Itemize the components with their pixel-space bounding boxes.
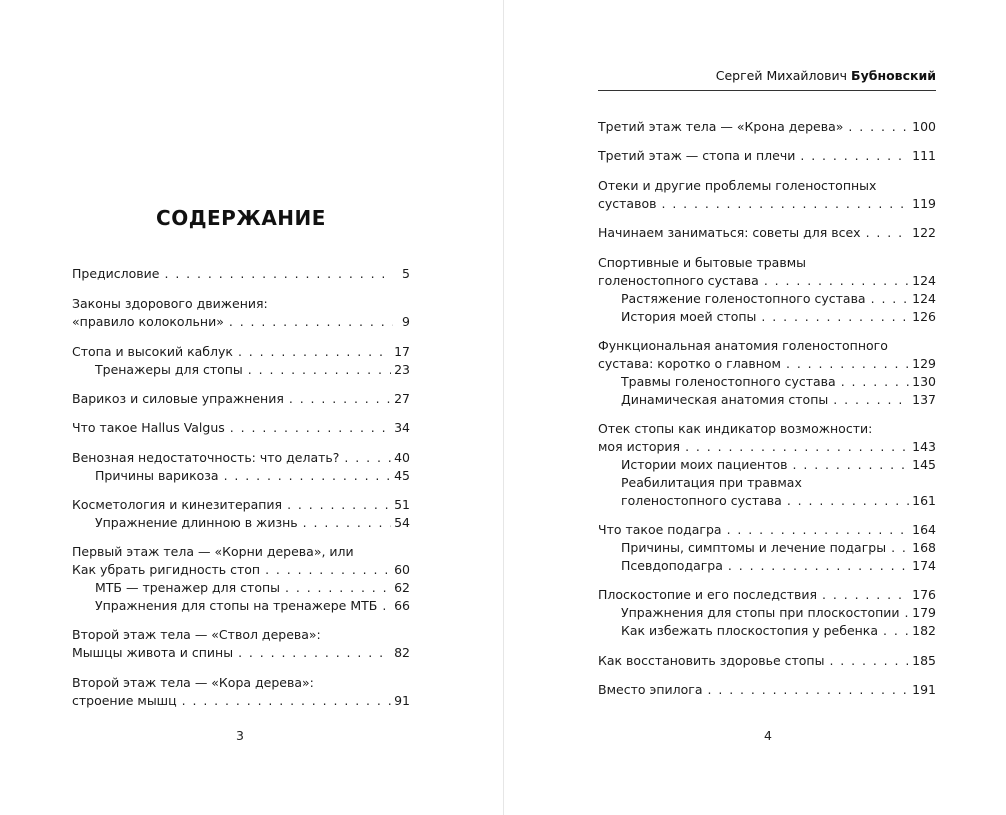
toc-entry-title: Травмы голеностопного сустава [621,374,836,389]
toc-entry-title: голеностопного сустава [598,273,759,288]
leader-dots [841,373,909,391]
toc-entry-title: Отеки и другие проблемы голеностопных [598,178,877,193]
toc-title: СОДЕРЖАНИЕ [156,206,326,230]
leader-dots [238,343,391,361]
toc-subentry [621,391,936,409]
leader-dots [871,290,910,308]
toc-entry [72,561,410,579]
leader-dots [344,449,391,467]
leader-dots [800,147,909,165]
toc-entry [598,420,936,438]
toc-entry-title: Мышцы живота и спины [72,645,234,660]
toc-page-number: 82 [394,645,410,660]
toc-page-number: 145 [912,457,936,472]
leader-dots [685,438,909,456]
toc-entry-title: «правило колокольни» [72,314,224,329]
leader-dots [786,355,909,373]
toc-page-number: 161 [912,493,936,508]
leader-dots [229,313,393,331]
toc-page-number: 179 [912,605,936,620]
toc-entry [72,313,410,331]
leader-dots [182,692,391,710]
toc-entry-title: Как избежать плоскостопия у ребенка [621,623,879,638]
toc-page-number: 17 [394,344,410,359]
toc-subentry [621,539,936,557]
toc-entry-title: Как восстановить здоровье стопы [598,653,825,668]
toc-page-number: 54 [394,515,410,530]
leader-dots [382,597,391,615]
toc-entry-title: Причины варикоза [95,468,219,483]
toc-entry-title: Реабилитация при травмах [621,475,802,490]
page-number: 3 [236,728,244,743]
toc-subentry [621,492,936,510]
toc-entry-title: Варикоз и силовые упражнения [72,391,284,406]
toc-entry [598,177,936,195]
page-number: 4 [764,728,772,743]
toc-entry-title: Отек стопы как индикатор возможности: [598,421,873,436]
leader-dots [303,514,391,532]
toc-page-number: 60 [394,562,410,577]
toc-entry-title: Что такое подагра [598,522,722,537]
toc-entry [598,521,936,539]
toc-subentry [95,597,410,615]
toc-page-number: 119 [912,196,936,211]
leader-dots [905,604,910,622]
toc-page-number: 27 [394,391,410,406]
toc-entry-title: сустава: коротко о главном [598,356,781,371]
toc-page-number: 34 [394,420,410,435]
toc-entry [72,390,410,408]
toc-entry [72,419,410,437]
toc-entry [72,626,410,644]
toc-subentry [95,467,410,485]
toc-page-number: 9 [402,314,410,329]
toc-entry-title: Тренажеры для стопы [95,362,243,377]
toc-subentry [621,622,936,640]
author-surname: Бубновский [851,68,936,83]
leader-dots [883,622,909,640]
leader-dots [891,539,909,557]
toc-subentry [621,290,936,308]
toc-page-number: 66 [394,598,410,613]
toc-page-number: 100 [912,119,936,134]
toc-page-number: 111 [912,148,936,163]
leader-dots [289,390,391,408]
leader-dots [287,496,391,514]
toc-page-number: 5 [402,266,410,281]
toc-entry-title: Второй этаж тела — «Ствол дерева»: [72,627,321,642]
leader-dots [708,681,910,699]
toc-entry-title: История моей стопы [621,309,757,324]
toc-entry-title: Косметология и кинезитерапия [72,497,283,512]
leader-dots [248,361,391,379]
toc-entry-title: Стопа и высокий каблук [72,344,233,359]
toc-page-number: 176 [912,587,936,602]
toc-entry-title: Причины, симптомы и лечение подагры [621,540,887,555]
toc-entry [598,438,936,456]
toc-entry [72,449,410,467]
toc-subentry [621,308,936,326]
toc-entry-title: Псевдоподагра [621,558,723,573]
toc-entry [72,265,410,283]
toc-page-number: 168 [912,540,936,555]
toc-entry [598,337,936,355]
toc-entry [598,652,936,670]
toc-entry [598,586,936,604]
toc-entry-title: моя история [598,439,681,454]
toc-entry [598,272,936,290]
toc-subentry [621,456,936,474]
toc-subentry [95,514,410,532]
toc-page-number: 62 [394,580,410,595]
toc-page-number: 174 [912,558,936,573]
toc-entry-title: Упражнения для стопы при плоскостопии [621,605,900,620]
toc-entry-title: Упражнения для стопы на тренажере МТБ [95,598,378,613]
toc-entry [598,195,936,213]
leader-dots [164,265,393,283]
toc-entry-title: Третий этаж — стопа и плечи [598,148,796,163]
leader-dots [230,419,391,437]
toc-page-number: 182 [912,623,936,638]
toc-subentry [621,474,936,492]
toc-page-number: 191 [912,682,936,697]
leader-dots [224,467,392,485]
right-page [503,0,1006,815]
toc-page-number: 126 [912,309,936,324]
running-head [598,68,936,83]
toc-entry-title: Начинаем заниматься: советы для всех [598,225,861,240]
toc-entry-title: Динамическая анатомия стопы [621,392,829,407]
toc-subentry [621,373,936,391]
leader-dots [866,224,910,242]
leader-dots [833,391,909,409]
toc-entry [598,681,936,699]
toc-entry-title: строение мышц [72,693,177,708]
toc-page-number: 137 [912,392,936,407]
leader-dots [661,195,909,213]
toc-entry [598,118,936,136]
toc-entry-title: Вместо эпилога [598,682,703,697]
leader-dots [265,561,391,579]
toc-entry [72,343,410,361]
toc-entry [598,147,936,165]
toc-subentry [95,579,410,597]
toc-page-number: 143 [912,439,936,454]
toc-entry-title: голеностопного сустава [621,493,782,508]
header-rule [598,90,936,91]
leader-dots [793,456,910,474]
toc-entry-title: Растяжение голеностопного сустава [621,291,866,306]
toc-entry-title: Что такое Hallus Valgus [72,420,225,435]
author-name: Сергей Михайлович [715,68,848,83]
leader-dots [238,644,391,662]
leader-dots [848,118,909,136]
toc-page-number: 124 [912,273,936,288]
toc-entry-title: Венозная недостаточность: что делать? [72,450,340,465]
toc-entry-title: суставов [598,196,657,211]
toc-entry [72,496,410,514]
toc-subentry [95,361,410,379]
leader-dots [829,652,909,670]
toc-page-number: 130 [912,374,936,389]
leader-dots [764,272,909,290]
leader-dots [285,579,391,597]
toc-page-number: 45 [394,468,410,483]
leader-dots [822,586,909,604]
toc-entry-title: Второй этаж тела — «Кора дерева»: [72,675,314,690]
toc-entry-title: МТБ — тренажер для стопы [95,580,281,595]
toc-entry [598,355,936,373]
toc-entry-title: Первый этаж тела — «Корни дерева», или [72,544,354,559]
toc-entry-title: Спортивные и бытовые травмы [598,255,807,270]
toc-page-number: 185 [912,653,936,668]
toc-page-number: 129 [912,356,936,371]
leader-dots [727,521,910,539]
toc-entry-title: Как убрать ригидность стоп [72,562,261,577]
leader-dots [728,557,909,575]
toc-entry-title: Плоскостопие и его последствия [598,587,818,602]
toc-entry-title: Упражнение длинною в жизнь [95,515,298,530]
toc-page-number: 122 [912,225,936,240]
toc-entry [72,644,410,662]
toc-entry [72,692,410,710]
toc-page-number: 40 [394,450,410,465]
toc-page-number: 23 [394,362,410,377]
toc-entry [598,224,936,242]
toc-page-number: 91 [394,693,410,708]
toc-page-number: 124 [912,291,936,306]
toc-subentry [621,604,936,622]
toc-entry [72,543,410,561]
leader-dots [787,492,909,510]
toc-entry-title: Законы здорового движения: [72,296,268,311]
toc-page-number: 164 [912,522,936,537]
toc-entry-title: Истории моих пациентов [621,457,788,472]
toc-entry [598,254,936,272]
leader-dots [761,308,909,326]
toc-entry [72,674,410,692]
toc-subentry [621,557,936,575]
toc-page-number: 51 [394,497,410,512]
toc-entry [72,295,410,313]
toc-entry-title: Предисловие [72,266,160,281]
toc-entry-title: Функциональная анатомия голеностопного [598,338,888,353]
toc-entry-title: Третий этаж тела — «Крона дерева» [598,119,844,134]
